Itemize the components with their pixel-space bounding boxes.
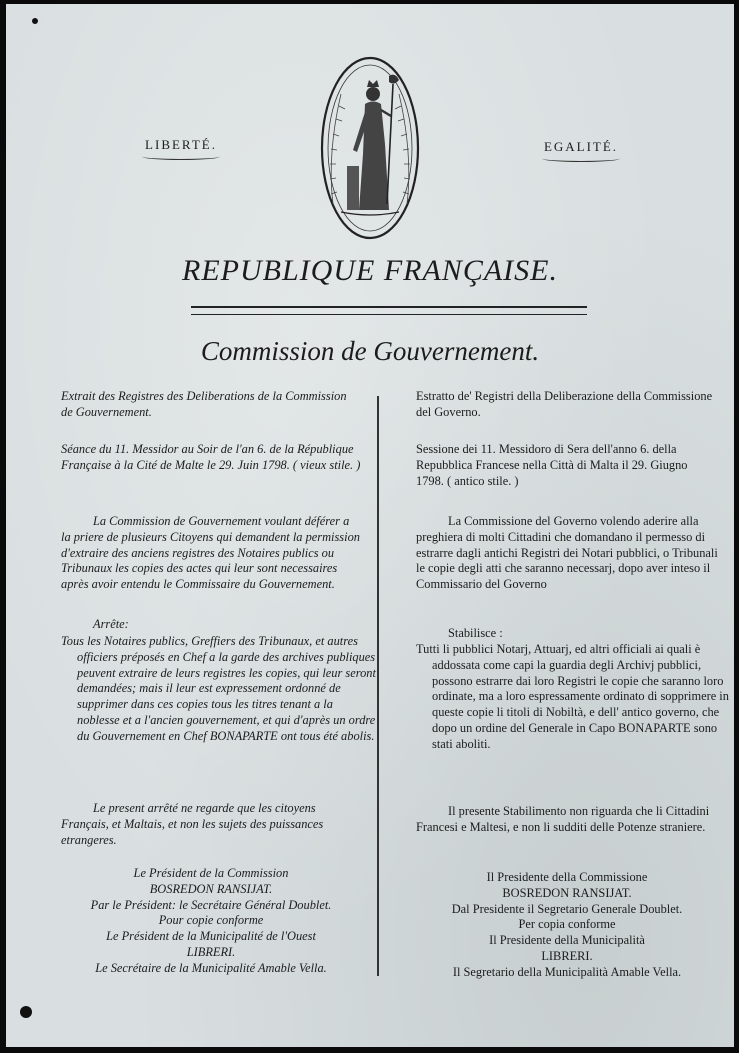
it-extract: Estratto de' Registri della Deliberazione della Commissione del Governo. — [416, 389, 713, 419]
it-sig-secretary: Dal Presidente il Segretario Generale Doublet. — [451, 901, 683, 916]
fr-sig-president: Le Président de la Commission — [133, 866, 289, 880]
main-title: REPUBLIQUE FRANÇAISE. — [182, 254, 558, 287]
fr-decree: Tous les Notaires publics, Greffiers des Tribunaux, et autres officiers préposés en Chef a la garde des archives publiques peuvent extraire de leurs registres les copies, qui leur seront demandées; mais il leur est expressement ordonné de supprimer dans ces copies tous les titres tenant a la noblesse et a l'ancien gouvernement, et qui d'après un ordre du Gouvernement en Chef BONAPARTE ont tous été abolis. — [61, 634, 376, 743]
ink-spot — [20, 1006, 32, 1018]
it-sig-municipal-president: Il Presidente della Municipalità — [489, 933, 645, 948]
it-note: Il presente Stabilimento non riguarda che li Cittadini Francesi e Maltesi, e non li sudditi delle Potenze straniere. — [416, 804, 710, 834]
document-sheet — [6, 4, 734, 1047]
motto-liberte-text: LIBERTÉ. — [145, 137, 217, 152]
motto-egalite — [536, 139, 626, 162]
fr-sig-president-name: BOSREDON RANSIJAT. — [149, 881, 273, 896]
it-sig-municipal-secretary: Il Segretario della Municipalità Amable Vella. — [452, 964, 682, 979]
title-rule — [191, 306, 587, 315]
fr-sig-copy: Pour copie conforme — [158, 913, 264, 928]
fr-preamble: La Commission de Gouvernement voulant déférer a la priere de plusieurs Citoyens qui demandent la permission d'extraire des anciens registres des Notaires publics ou Tribunaux les copies des actes qui leur sont necessaires après avoir entendu le Commissaire du Gouvernement. — [61, 514, 360, 592]
fr-arrete: Arrête: — [93, 617, 129, 631]
fr-sig-secretary: Par le Président: le Secrétaire Général Doublet. — [90, 897, 332, 912]
fr-session: Séance du 11. Messidor au Soir de l'an 6. de la République Française à la Cité de Malte le 29. Juin 1798. ( vieux stile. ) — [61, 442, 361, 472]
subtitle: Commission de Gouvernement. — [200, 336, 540, 366]
it-session: Sessione dei 11. Messidoro di Sera dell'anno 6. della Repubblica Francese nella Città di Malta il 29. Giugno 1798. ( antico stile. ) — [416, 442, 688, 488]
motto-liberte — [136, 137, 226, 160]
fr-sig-municipal-name: LIBRERI. — [186, 944, 236, 959]
fr-signatures — [41, 866, 381, 977]
it-sig-municipal-name: LIBRERI. — [541, 948, 593, 963]
fr-extract: Extrait des Registres des Deliberations de la Commission de Gouvernement. — [61, 389, 347, 419]
it-preamble: La Commissione del Governo volendo aderire alla preghiera di molti Cittadini che domandano il permesso di estrarre dagli antichi Registri dei Notari pubblici, o Tribunali le copie degli atti che saranno necessarj, dopo aver inteso il Commissario del Governo — [416, 514, 718, 592]
it-stabilisce: Stabilisce : — [448, 626, 503, 640]
fr-sig-municipal-president: Le Président de la Municipalité de l'Ouest — [106, 929, 316, 944]
it-sig-president: Il Presidente della Commissione — [486, 870, 648, 884]
flourish-icon — [142, 153, 220, 160]
fr-sig-municipal-secretary: Le Secrétaire de la Municipalité Amable Vella. — [95, 960, 327, 975]
fr-note: Le present arrêté ne regarde que les citoyens Français, et Maltais, et non les sujets des puissances etrangeres. — [61, 801, 324, 847]
ink-spot — [32, 18, 38, 24]
motto-egalite-text: EGALITÉ. — [543, 139, 619, 154]
liberty-figure-seal-icon — [319, 54, 421, 242]
it-sig-copy: Per copia conforme — [518, 917, 616, 932]
it-decree: Tutti li pubblici Notarj, Attuarj, ed altri officiali ai quali è addossata come capi la guardia degli Archivj pubblici, possono estrarre dai loro Registri le copie che saranno loro ordinate, ma a loro espressamente ordinato di sopprimere in queste copie li titoli di Nobiltà, e dell' antico governo, che dopo un ordine del Generale in Capo BONAPARTE sono stati aboliti. — [416, 642, 729, 751]
it-sig-president-name: BOSREDON RANSIJAT. — [502, 885, 632, 900]
it-signatures — [406, 870, 728, 981]
flourish-icon — [542, 155, 620, 162]
